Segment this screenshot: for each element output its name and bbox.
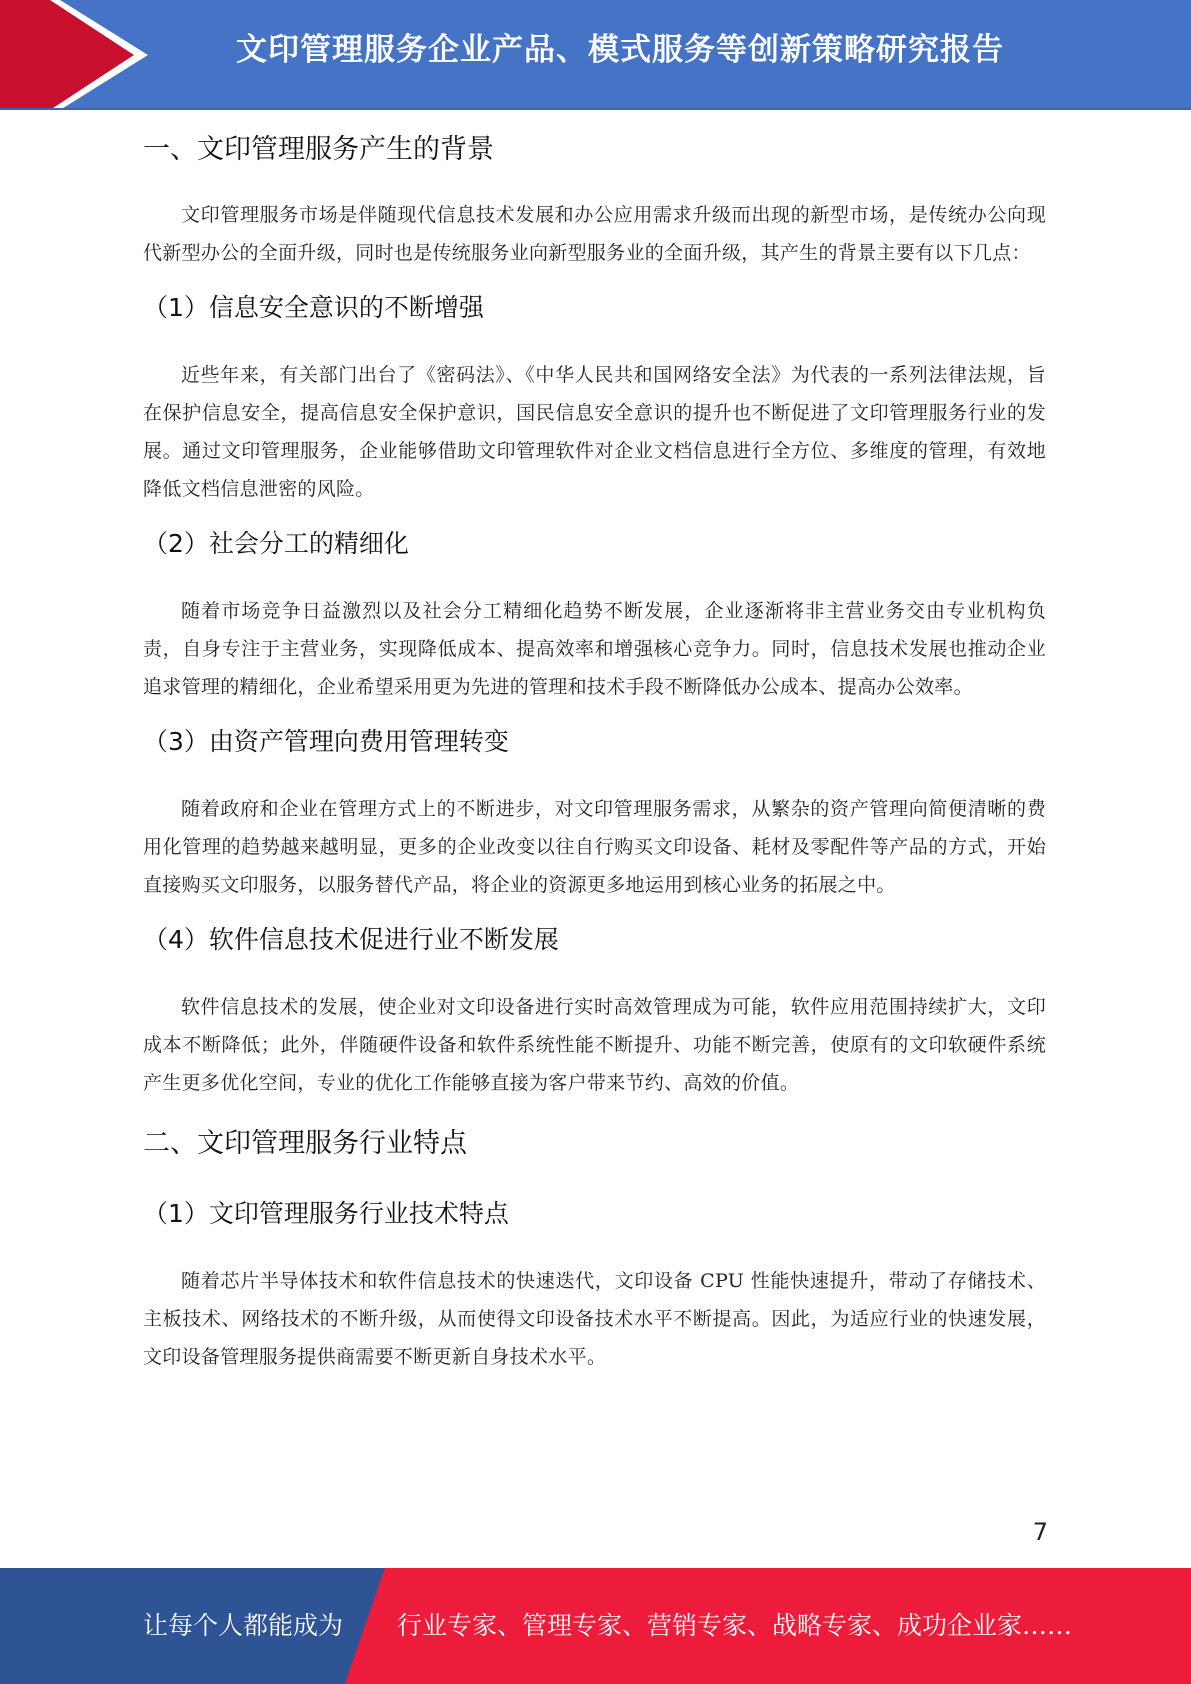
paragraph: 随着政府和企业在管理方式上的不断进步，对文印管理服务需求，从繁杂的资产管理向简便清晰的费用化管理的趋势越来越明显，更多的企业改变以往自行购买文印设备、耗材及零配件等产品的方式，开始直接购买文印服务，以服务替代产品，将企业的资源更多地运用到核心业务的拓展之中。 bbox=[143, 798, 1046, 896]
paragraph: 近些年来，有关部门出台了《密码法》、《中华人民共和国网络安全法》为代表的一系列法律法规，旨在保护信息安全，提高信息安全保护意识，国民信息安全意识的提升也不断促进了文印管理服务行业的发展。通过文印管理服务，企业能够借助文印管理软件对企业文档信息进行全方位、多维度的管理，有效地降低文档信息泄密的风险。 bbox=[143, 364, 1046, 500]
subsection-heading: （1）信息安全意识的不断增强 bbox=[143, 293, 484, 322]
paragraph: 随着市场竞争日益激烈以及社会分工精细化趋势不断发展，企业逐渐将非主营业务交由专业机构负责，自身专注于主营业务，实现降低成本、提高效率和增强核心竞争力。同时，信息技术发展也推动企业追求管理的精细化，企业希望采用更为先进的管理和技术手段不断降低办公成本、提高办公效率。 bbox=[143, 600, 1046, 698]
paragraph: 随着芯片半导体技术和软件信息技术的快速迭代，文印设备 CPU 性能快速提升，带动了存储技术、主板技术、网络技术的不断升级，从而使得文印设备技术水平不断提高。因此，为适应行业的快速发展，文印设备管理服务提供商需要不断更新自身技术水平。 bbox=[143, 1270, 1046, 1368]
subsection-heading: （4）软件信息技术促进行业不断发展 bbox=[143, 925, 559, 954]
document-body bbox=[143, 128, 1046, 1376]
paragraph: 软件信息技术的发展，使企业对文印设备进行实时高效管理成为可能，软件应用范围持续扩大，文印成本不断降低；此外，伴随硬件设备和软件系统性能不断提升、功能不断完善，使原有的文印软硬件系统产生更多优化空间，专业的优化工作能够直接为客户带来节约、高效的价值。 bbox=[143, 996, 1046, 1094]
subsection-heading: （3）由资产管理向费用管理转变 bbox=[143, 727, 509, 756]
subsection-heading: （1）文印管理服务行业技术特点 bbox=[143, 1199, 509, 1228]
report-title: 文印管理服务企业产品、模式服务等创新策略研究报告 bbox=[236, 32, 1004, 68]
footer-slogan-left: 让每个人都能成为 bbox=[143, 1611, 344, 1640]
section-heading: 二、文印管理服务行业特点 bbox=[143, 1128, 467, 1159]
footer-slogan-right: 行业专家、管理专家、营销专家、战略专家、成功企业家…… bbox=[397, 1611, 1073, 1640]
page-number: 7 bbox=[1032, 1518, 1048, 1546]
subsection-heading: （2）社会分工的精细化 bbox=[143, 529, 409, 558]
page-header bbox=[0, 0, 1191, 110]
paragraph: 文印管理服务市场是伴随现代信息技术发展和办公应用需求升级而出现的新型市场，是传统办公向现代新型办公的全面升级，同时也是传统服务业向新型服务业的全面升级，其产生的背景主要有以下几点： bbox=[143, 204, 1046, 264]
section-heading: 一、文印管理服务产生的背景 bbox=[143, 134, 494, 165]
page-footer bbox=[0, 1568, 1191, 1684]
